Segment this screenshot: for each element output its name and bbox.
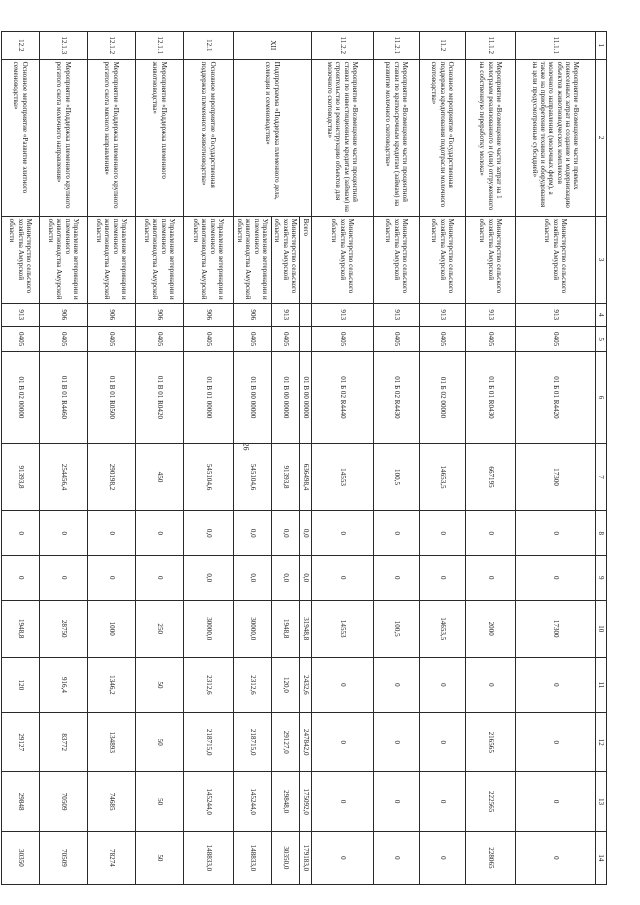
target-article-code: 01 В 01 00000 bbox=[184, 352, 234, 443]
section-code: 0405 bbox=[184, 326, 234, 351]
amount-cell: 218715,0 bbox=[234, 713, 272, 772]
grbs-code: 906 bbox=[88, 303, 136, 326]
amount-cell: 29127 bbox=[2, 713, 40, 772]
amount-cell: 91393,8 bbox=[2, 443, 40, 511]
amount-cell: 0 bbox=[374, 831, 420, 884]
grbs-code: 913 bbox=[420, 303, 466, 326]
amount-cell: 1948,8 bbox=[272, 600, 300, 657]
amount-cell: 254456,4 bbox=[40, 443, 88, 511]
executor: Министерство сельского хозяйства Амурской области bbox=[312, 216, 374, 303]
amount-cell: 30350,0 bbox=[272, 831, 300, 884]
amount-cell: 70509 bbox=[40, 772, 88, 831]
column-number: 8 bbox=[596, 511, 607, 556]
amount-cell: 0,0 bbox=[234, 556, 272, 601]
executor: Управление ветеринарии и племенного животноводства Амурской области bbox=[136, 216, 184, 303]
amount-cell: 0 bbox=[312, 713, 374, 772]
amount-cell: 91393,8 bbox=[272, 443, 300, 511]
amount-cell: 0,0 bbox=[184, 556, 234, 601]
grbs-code: 906 bbox=[234, 303, 272, 326]
target-article-code: 01 Б 01 R4420 bbox=[516, 352, 596, 443]
row-number: 12.2 bbox=[2, 32, 40, 60]
amount-cell: 14653,5 bbox=[420, 443, 466, 511]
target-article-code: 01 В 01 R4460 bbox=[40, 352, 88, 443]
column-number: 2 bbox=[596, 59, 607, 216]
column-number: 7 bbox=[596, 443, 607, 511]
column-number: 10 bbox=[596, 600, 607, 657]
activity-name: Основное мероприятие «Развитие элитного семеноводства» bbox=[2, 59, 40, 216]
activity-name: Мероприятие «Поддержка племенного крупного рогатого скота молочного направления» bbox=[40, 59, 88, 216]
section-code: 0405 bbox=[88, 326, 136, 351]
column-number: 5 bbox=[596, 326, 607, 351]
amount-cell: 145244,0 bbox=[184, 772, 234, 831]
program-financing-table bbox=[1, 31, 607, 885]
amount-cell: 0 bbox=[420, 831, 466, 884]
grbs-code: 913 bbox=[2, 303, 40, 326]
section-code: 0405 bbox=[374, 326, 420, 351]
grbs-code: 913 bbox=[516, 303, 596, 326]
amount-cell: 0 bbox=[466, 556, 516, 601]
section-code: 0405 bbox=[40, 326, 88, 351]
header-row bbox=[596, 32, 607, 885]
amount-cell: 78274 bbox=[88, 831, 136, 884]
amount-cell: 0 bbox=[374, 713, 420, 772]
row-number: 11.1.1 bbox=[516, 32, 596, 60]
table-row bbox=[466, 32, 516, 885]
target-article-code: 01 Б 02 R4440 bbox=[312, 352, 374, 443]
target-article-code: 01 Б 01 R0430 bbox=[466, 352, 516, 443]
amount-cell: 14553 bbox=[312, 443, 374, 511]
amount-cell: 0 bbox=[40, 511, 88, 556]
row-number: 12.1.2 bbox=[88, 32, 136, 60]
amount-cell: 50 bbox=[136, 772, 184, 831]
amount-cell: 179183,0 bbox=[300, 831, 312, 884]
amount-cell: 290198,2 bbox=[88, 443, 136, 511]
amount-cell: 0,0 bbox=[234, 511, 272, 556]
section-code: 0405 bbox=[136, 326, 184, 351]
target-article-code: 01 В 01 R0500 bbox=[88, 352, 136, 443]
row-number: 11.1.2 bbox=[466, 32, 516, 60]
activity-name: Подпрограмма «Поддержка племенного дела, селекции и семеноводства» bbox=[234, 59, 312, 216]
table-row bbox=[2, 32, 40, 885]
amount-cell: 30000,0 bbox=[184, 600, 234, 657]
target-article-code: 01 В 02 00000 bbox=[2, 352, 40, 443]
amount-cell: 0 bbox=[466, 511, 516, 556]
activity-name: Мероприятие «Возмещение части прямых понесенных затрат на создание и модернизацию объектов животноводческих комплексов молочного направления (молочных ферм), а также на приобретение техники и оборудования на цели предусмотренные субсидией» bbox=[516, 59, 596, 216]
section-code: 0405 bbox=[420, 326, 466, 351]
column-number: 1 bbox=[596, 32, 607, 60]
activity-name: Мероприятие «Возмещение части затрат на 1 килограмм реализованного и (или) отгруженного на собственную переработку молока» bbox=[466, 59, 516, 216]
row-number: 11.2.2 bbox=[312, 32, 374, 60]
row-number: XII bbox=[234, 32, 312, 60]
amount-cell: 134893 bbox=[88, 713, 136, 772]
amount-cell: 148833,0 bbox=[234, 831, 272, 884]
row-number: 12.1.1 bbox=[136, 32, 184, 60]
executor: Министерство сельского хозяйства Амурской области bbox=[272, 216, 300, 303]
amount-cell: 0 bbox=[136, 556, 184, 601]
amount-cell: 247842,0 bbox=[300, 713, 312, 772]
amount-cell: 120 bbox=[2, 657, 40, 712]
amount-cell: 29848,0 bbox=[272, 772, 300, 831]
amount-cell: 0 bbox=[374, 556, 420, 601]
amount-cell: 14553 bbox=[312, 600, 374, 657]
amount-cell: 100,5 bbox=[374, 443, 420, 511]
amount-cell: 0 bbox=[2, 556, 40, 601]
amount-cell: 0 bbox=[516, 772, 596, 831]
amount-cell: 100,5 bbox=[374, 600, 420, 657]
amount-cell: 0 bbox=[516, 831, 596, 884]
amount-cell: 0 bbox=[374, 511, 420, 556]
amount-cell: 17300 bbox=[516, 443, 596, 511]
table-row bbox=[374, 32, 420, 885]
grbs-code: 913 bbox=[312, 303, 374, 326]
amount-cell: 148833,0 bbox=[184, 831, 234, 884]
table-row bbox=[312, 32, 374, 885]
section-code: 0405 bbox=[466, 326, 516, 351]
target-article-code: 01 Б 02 00000 bbox=[420, 352, 466, 443]
executor: Министерство сельского хозяйства Амурской области bbox=[2, 216, 40, 303]
grbs-code: 906 bbox=[184, 303, 234, 326]
target-article-code: 01 Б 02 R4430 bbox=[374, 352, 420, 443]
amount-cell: 31948,8 bbox=[300, 600, 312, 657]
amount-cell: 545104,6 bbox=[184, 443, 234, 511]
executor: Управление ветеринарии и племенного животноводства Амурской области bbox=[88, 216, 136, 303]
column-number: 6 bbox=[596, 352, 607, 443]
section-code: 0405 bbox=[272, 326, 300, 351]
amount-cell: 2432,6 bbox=[300, 657, 312, 712]
section-code: 0405 bbox=[2, 326, 40, 351]
table-row bbox=[516, 32, 596, 885]
executor: Министерство сельского хозяйства Амурской области bbox=[466, 216, 516, 303]
amount-cell: 30350 bbox=[2, 831, 40, 884]
executor: Управление ветеринарии и племенного животноводства Амурской области bbox=[184, 216, 234, 303]
amount-cell: 50 bbox=[136, 713, 184, 772]
amount-cell: 0 bbox=[88, 511, 136, 556]
column-number: 4 bbox=[596, 303, 607, 326]
grbs-code: 913 bbox=[272, 303, 300, 326]
amount-cell: 545104,6 bbox=[234, 443, 272, 511]
amount-cell: 0 bbox=[374, 772, 420, 831]
amount-cell: 218715,0 bbox=[184, 713, 234, 772]
amount-cell: 74685 bbox=[88, 772, 136, 831]
amount-cell: 0 bbox=[420, 556, 466, 601]
amount-cell: 0 bbox=[2, 511, 40, 556]
amount-cell: 2000 bbox=[466, 600, 516, 657]
column-number: 3 bbox=[596, 216, 607, 303]
grbs-code: 913 bbox=[374, 303, 420, 326]
activity-name: Основное мероприятие «Государственная поддержка племенного животноводства» bbox=[184, 59, 234, 216]
executor: Управление ветеринарии и племенного животноводства Амурской области bbox=[234, 216, 272, 303]
amount-cell: 0,0 bbox=[300, 556, 312, 601]
column-number: 14 bbox=[596, 831, 607, 884]
target-article-code: 01 В 00 00000 bbox=[234, 352, 272, 443]
amount-cell: 17300 bbox=[516, 600, 596, 657]
amount-cell: 145244,0 bbox=[234, 772, 272, 831]
amount-cell: 0 bbox=[516, 657, 596, 712]
executor: Всего bbox=[300, 216, 312, 303]
amount-cell: 0 bbox=[374, 657, 420, 712]
amount-cell: 120,0 bbox=[272, 657, 300, 712]
amount-cell: 0 bbox=[312, 831, 374, 884]
amount-cell: 0,0 bbox=[272, 556, 300, 601]
table-area bbox=[8, 31, 607, 885]
target-article-code: 01 В 00 00000 bbox=[272, 352, 300, 443]
amount-cell: 0,0 bbox=[184, 511, 234, 556]
amount-cell: 1000 bbox=[88, 600, 136, 657]
target-article-code: 01 В 01 R0420 bbox=[136, 352, 184, 443]
amount-cell: 83772 bbox=[40, 713, 88, 772]
activity-name: Мероприятие «Возмещение части процентной ставки по инвестиционным кредитам (займам) на строительство и реконструкцию объектов для молочного скотоводства» bbox=[312, 59, 374, 216]
amount-cell: 916,4 bbox=[40, 657, 88, 712]
activity-name: Мероприятие «Поддержка племенного крупного рогатого скота мясного направления» bbox=[88, 59, 136, 216]
target-article-code: 01 В 00 00000 bbox=[300, 352, 312, 443]
amount-cell: 29848 bbox=[2, 772, 40, 831]
column-number: 13 bbox=[596, 772, 607, 831]
amount-cell: 70509 bbox=[40, 831, 88, 884]
row-number: 12.1.3 bbox=[40, 32, 88, 60]
amount-cell: 0 bbox=[136, 511, 184, 556]
table-row bbox=[420, 32, 466, 885]
amount-cell: 0 bbox=[420, 713, 466, 772]
amount-cell: 667195 bbox=[466, 443, 516, 511]
amount-cell: 30000,0 bbox=[234, 600, 272, 657]
amount-cell: 2312,6 bbox=[234, 657, 272, 712]
table-row bbox=[300, 32, 312, 885]
amount-cell: 0,0 bbox=[272, 511, 300, 556]
amount-cell: 0 bbox=[312, 657, 374, 712]
amount-cell: 0 bbox=[466, 657, 516, 712]
section-code: 0405 bbox=[234, 326, 272, 351]
row-number: 12.1 bbox=[184, 32, 234, 60]
column-number: 11 bbox=[596, 657, 607, 712]
amount-cell: 1948,8 bbox=[2, 600, 40, 657]
amount-cell: 1346,2 bbox=[88, 657, 136, 712]
amount-cell: 50 bbox=[136, 657, 184, 712]
amount-cell: 0 bbox=[40, 556, 88, 601]
amount-cell: 50 bbox=[136, 831, 184, 884]
amount-cell: 0 bbox=[516, 713, 596, 772]
amount-cell: 14653,5 bbox=[420, 600, 466, 657]
executor: Министерство сельского хозяйства Амурской области bbox=[516, 216, 596, 303]
column-number: 9 bbox=[596, 556, 607, 601]
table-row bbox=[136, 32, 184, 885]
grbs-code: 913 bbox=[466, 303, 516, 326]
row-number: 11.2 bbox=[420, 32, 466, 60]
section-code: 0405 bbox=[516, 326, 596, 351]
amount-cell: 0,0 bbox=[300, 511, 312, 556]
executor: Министерство сельского хозяйства Амурской области bbox=[420, 216, 466, 303]
activity-name: Мероприятие «Поддержка племенного животноводства» bbox=[136, 59, 184, 216]
table-row bbox=[88, 32, 136, 885]
amount-cell: 222565 bbox=[466, 772, 516, 831]
amount-cell: 216565 bbox=[466, 713, 516, 772]
amount-cell: 0 bbox=[420, 657, 466, 712]
amount-cell: 0 bbox=[312, 511, 374, 556]
executor: Управление ветеринарии и племенного животноводства Амурской области bbox=[40, 216, 88, 303]
executor: Министерство сельского хозяйства Амурской области bbox=[374, 216, 420, 303]
amount-cell: 250 bbox=[136, 600, 184, 657]
activity-name: Основное мероприятие «Государственная поддержка кредитования подотрасли молочного скотоводства» bbox=[420, 59, 466, 216]
amount-cell: 450 bbox=[136, 443, 184, 511]
amount-cell: 0 bbox=[312, 556, 374, 601]
column-number: 12 bbox=[596, 713, 607, 772]
amount-cell: 0 bbox=[516, 556, 596, 601]
activity-name: Мероприятие «Возмещение части процентной ставки по краткосрочным кредитам (займам) на развитие молочного скотоводства» bbox=[374, 59, 420, 216]
table-row bbox=[40, 32, 88, 885]
amount-cell: 28750 bbox=[40, 600, 88, 657]
amount-cell: 0 bbox=[420, 772, 466, 831]
amount-cell: 175092,0 bbox=[300, 772, 312, 831]
amount-cell: 0 bbox=[88, 556, 136, 601]
amount-cell: 0 bbox=[516, 511, 596, 556]
amount-cell: 0 bbox=[312, 772, 374, 831]
section-code: 0405 bbox=[312, 326, 374, 351]
row-number: 11.2.1 bbox=[374, 32, 420, 60]
rotated-page bbox=[8, 31, 607, 885]
table-row bbox=[184, 32, 234, 885]
grbs-code: 906 bbox=[136, 303, 184, 326]
page-number: 26 bbox=[241, 442, 251, 451]
amount-cell: 228065 bbox=[466, 831, 516, 884]
amount-cell: 0 bbox=[420, 511, 466, 556]
section-code bbox=[300, 326, 312, 351]
grbs-code: 906 bbox=[40, 303, 88, 326]
grbs-code bbox=[300, 303, 312, 326]
amount-cell: 2312,6 bbox=[184, 657, 234, 712]
amount-cell: 29127,0 bbox=[272, 713, 300, 772]
amount-cell: 636498,4 bbox=[300, 443, 312, 511]
